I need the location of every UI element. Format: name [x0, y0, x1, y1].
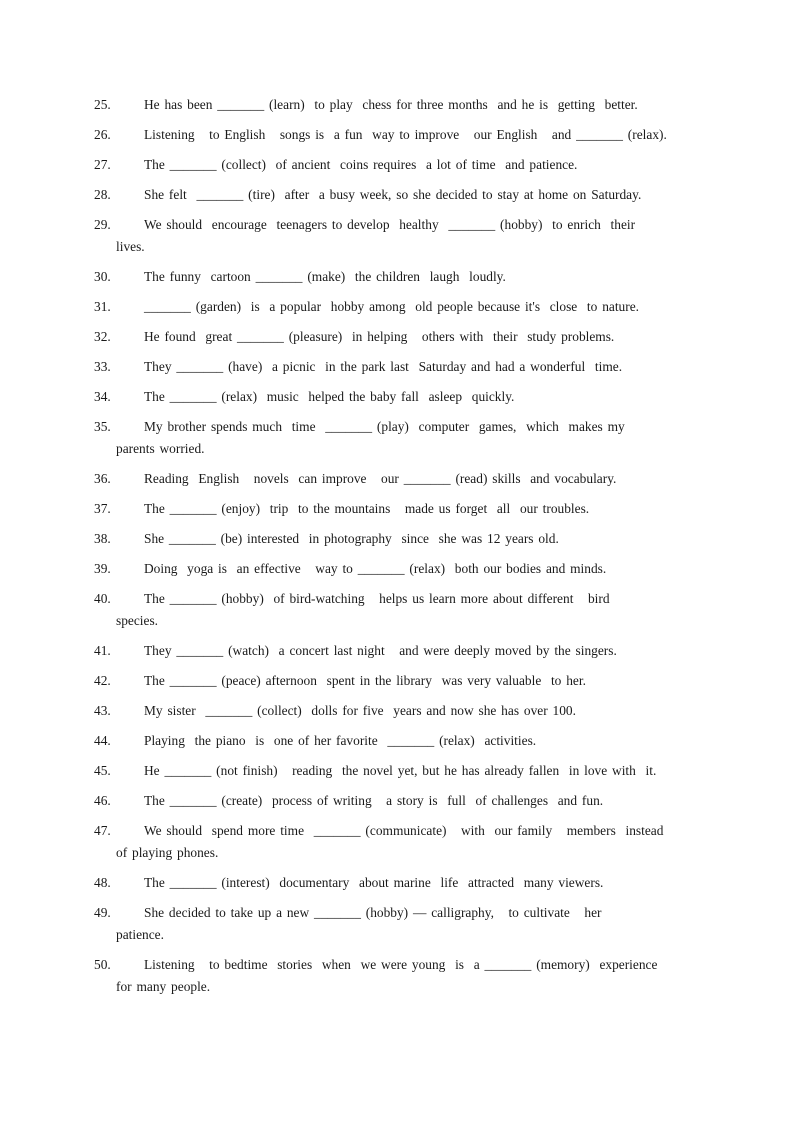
question-number: 43.: [94, 703, 111, 718]
question-item: [94, 214, 694, 258]
question-item: [94, 820, 694, 864]
question-text: He has been _______ (learn) to play chess for three months and he is getting better.: [144, 97, 638, 112]
question-item: [94, 760, 694, 782]
question-text: He found great _______ (pleasure) in helping others with their study problems.: [144, 329, 615, 344]
question-number: 34.: [94, 389, 111, 404]
question-item: [94, 184, 694, 206]
question-number: 44.: [94, 733, 111, 748]
question-text: Listening to English songs is a fun way to improve our English and _______ (relax).: [144, 127, 667, 142]
question-text: He _______ (not finish) reading the novel yet, but he has already fallen in love with it.: [144, 763, 657, 778]
question-text-continuation: of playing phones.: [116, 845, 219, 860]
question-text: She _______ (be) interested in photography since she was 12 years old.: [144, 531, 559, 546]
question-item: [94, 94, 694, 116]
question-number: 48.: [94, 875, 111, 890]
question-text: The _______ (relax) music helped the baby fall asleep quickly.: [144, 389, 515, 404]
question-item: [94, 558, 694, 580]
question-number: 36.: [94, 471, 111, 486]
question-number: 50.: [94, 957, 111, 972]
question-text: My brother spends much time _______ (play) computer games, which makes my: [144, 419, 625, 434]
question-text-continuation: for many people.: [116, 979, 211, 994]
question-item: [94, 640, 694, 662]
question-number: 41.: [94, 643, 111, 658]
question-text: The _______ (interest) documentary about marine life attracted many viewers.: [144, 875, 604, 890]
question-number: 33.: [94, 359, 111, 374]
question-item: [94, 498, 694, 520]
question-number: 45.: [94, 763, 111, 778]
question-text: The _______ (hobby) of bird-watching helps us learn more about different bird: [144, 591, 610, 606]
question-item: [94, 266, 694, 288]
question-text: We should encourage teenagers to develop healthy _______ (hobby) to enrich their: [144, 217, 636, 232]
question-text: My sister _______ (collect) dolls for five years and now she has over 100.: [144, 703, 576, 718]
question-text: She felt _______ (tire) after a busy week, so she decided to stay at home on Saturday.: [144, 187, 642, 202]
question-number: 40.: [94, 591, 111, 606]
question-number: 26.: [94, 127, 111, 142]
question-number: 31.: [94, 299, 111, 314]
question-text: They _______ (watch) a concert last night and were deeply moved by the singers.: [144, 643, 617, 658]
question-text: Playing the piano is one of her favorite _______ (relax) activities.: [144, 733, 537, 748]
question-item: [94, 124, 694, 146]
question-item: [94, 902, 694, 946]
question-text: They _______ (have) a picnic in the park last Saturday and had a wonderful time.: [144, 359, 623, 374]
question-text: _______ (garden) is a popular hobby among old people because it's close to nature.: [144, 299, 640, 314]
question-text: She decided to take up a new _______ (hobby) — calligraphy, to cultivate her: [144, 905, 602, 920]
question-text: The _______ (create) process of writing a story is full of challenges and fun.: [144, 793, 604, 808]
question-text: Listening to bedtime stories when we were young is a _______ (memory) experience: [144, 957, 658, 972]
question-item: [94, 730, 694, 752]
question-number: 29.: [94, 217, 111, 232]
question-number: 37.: [94, 501, 111, 516]
question-number: 32.: [94, 329, 111, 344]
question-number: 25.: [94, 97, 111, 112]
question-number: 46.: [94, 793, 111, 808]
question-text-continuation: lives.: [116, 239, 145, 254]
question-item: [94, 154, 694, 176]
question-item: [94, 872, 694, 894]
question-item: [94, 954, 694, 998]
question-number: 49.: [94, 905, 111, 920]
question-text: Reading English novels can improve our _______ (read) skills and vocabulary.: [144, 471, 617, 486]
question-number: 28.: [94, 187, 111, 202]
question-item: [94, 356, 694, 378]
question-item: [94, 326, 694, 348]
question-number: 27.: [94, 157, 111, 172]
question-text-continuation: patience.: [116, 927, 164, 942]
question-number: 38.: [94, 531, 111, 546]
question-item: [94, 700, 694, 722]
question-text-continuation: parents worried.: [116, 441, 205, 456]
question-text: The _______ (collect) of ancient coins requires a lot of time and patience.: [144, 157, 578, 172]
question-number: 47.: [94, 823, 111, 838]
question-number: 35.: [94, 419, 111, 434]
question-text: The funny cartoon _______ (make) the children laugh loudly.: [144, 269, 506, 284]
question-number: 39.: [94, 561, 111, 576]
question-text: The _______ (enjoy) trip to the mountains made us forget all our troubles.: [144, 501, 590, 516]
question-item: [94, 468, 694, 490]
question-text: We should spend more time _______ (communicate) with our family members instead: [144, 823, 664, 838]
question-text: The _______ (peace) afternoon spent in the library was very valuable to her.: [144, 673, 586, 688]
question-list: [94, 94, 694, 1006]
question-item: [94, 386, 694, 408]
question-item: [94, 588, 694, 632]
question-item: [94, 416, 694, 460]
question-item: [94, 670, 694, 692]
question-text-continuation: species.: [116, 613, 159, 628]
question-number: 30.: [94, 269, 111, 284]
question-text: Doing yoga is an effective way to _______ (relax) both our bodies and minds.: [144, 561, 607, 576]
question-number: 42.: [94, 673, 111, 688]
question-item: [94, 790, 694, 812]
question-item: [94, 296, 694, 318]
question-item: [94, 528, 694, 550]
